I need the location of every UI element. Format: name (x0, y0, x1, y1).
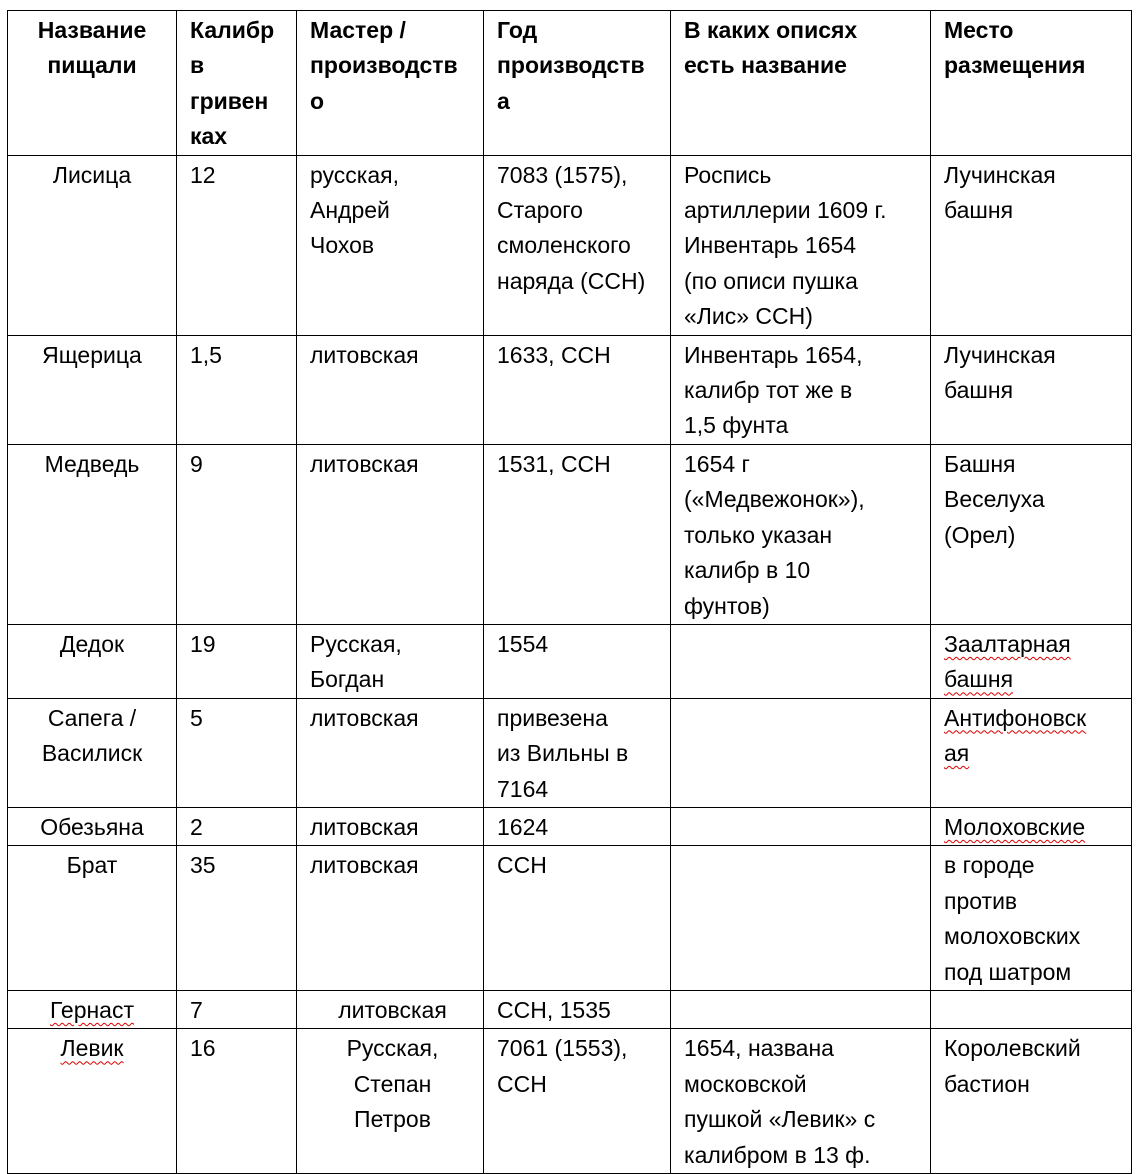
header-year: Год производств а (484, 11, 671, 156)
cell-name: Сапега / Василиск (8, 698, 177, 807)
cell-year: 1554 (484, 624, 671, 698)
cell-location: в городе против молоховских под шатром (931, 846, 1132, 991)
cell-location: Антифоновск ая (931, 698, 1132, 807)
cell-location: Молоховские (931, 807, 1132, 845)
cell-caliber: 1,5 (177, 335, 297, 444)
cell-location: Лучинская башня (931, 335, 1132, 444)
cell-inventories (671, 698, 931, 807)
cell-name: Ящерица (8, 335, 177, 444)
cell-inventories (671, 807, 931, 845)
table-row (8, 698, 1132, 807)
cannons-table (7, 10, 1132, 1174)
cell-name: Медведь (8, 444, 177, 624)
cell-inventories: Роспись артиллерии 1609 г. Инвентарь 1654 (по описи пушка «Лис» ССН) (671, 155, 931, 335)
cell-caliber: 9 (177, 444, 297, 624)
cell-master: литовская (297, 698, 484, 807)
cell-caliber: 2 (177, 807, 297, 845)
cell-caliber: 35 (177, 846, 297, 991)
cell-master: литовская (297, 846, 484, 991)
cell-year: 7083 (1575), Старого смоленского наряда (ССН) (484, 155, 671, 335)
table-row (8, 846, 1132, 991)
cell-location: Королевский бастион (931, 1029, 1132, 1174)
cell-inventories (671, 990, 931, 1028)
cell-master: литовская (297, 990, 484, 1028)
table-row (8, 990, 1132, 1028)
cell-year: 1624 (484, 807, 671, 845)
table-row (8, 807, 1132, 845)
cell-year: привезена из Вильны в 7164 (484, 698, 671, 807)
cell-year: 7061 (1553), ССН (484, 1029, 671, 1174)
header-inventories: В каких описях есть название (671, 11, 931, 156)
cell-inventories (671, 846, 931, 991)
table-row (8, 335, 1132, 444)
cell-master: русская, Андрей Чохов (297, 155, 484, 335)
cell-name: Левик (8, 1029, 177, 1174)
cell-name: Гернаст (8, 990, 177, 1028)
cell-year: 1531, ССН (484, 444, 671, 624)
cell-inventories: Инвентарь 1654, калибр тот же в 1,5 фунта (671, 335, 931, 444)
cell-year: ССН (484, 846, 671, 991)
cell-caliber: 19 (177, 624, 297, 698)
table-row (8, 444, 1132, 624)
header-name: Название пищали (8, 11, 177, 156)
header-master: Мастер / производств о (297, 11, 484, 156)
cell-master: Русская, Степан Петров (297, 1029, 484, 1174)
cell-master: Русская, Богдан (297, 624, 484, 698)
cell-inventories (671, 624, 931, 698)
header-location: Место размещения (931, 11, 1132, 156)
table-row (8, 1029, 1132, 1174)
cell-year: 1633, ССН (484, 335, 671, 444)
header-row (8, 11, 1132, 156)
cell-name: Обезьяна (8, 807, 177, 845)
cell-master: литовская (297, 444, 484, 624)
cell-location: Башня Веселуха (Орел) (931, 444, 1132, 624)
cell-inventories: 1654, названа московской пушкой «Левик» с калибром в 13 ф. (671, 1029, 931, 1174)
cell-name: Лисица (8, 155, 177, 335)
cell-caliber: 16 (177, 1029, 297, 1174)
cell-caliber: 12 (177, 155, 297, 335)
table-row (8, 155, 1132, 335)
cell-location: Заалтарная башня (931, 624, 1132, 698)
cell-caliber: 5 (177, 698, 297, 807)
header-caliber: Калибр в гривен ках (177, 11, 297, 156)
cell-name: Брат (8, 846, 177, 991)
cell-name: Дедок (8, 624, 177, 698)
table-row (8, 624, 1132, 698)
cell-master: литовская (297, 335, 484, 444)
cell-caliber: 7 (177, 990, 297, 1028)
cell-location: Лучинская башня (931, 155, 1132, 335)
cell-location (931, 990, 1132, 1028)
cell-year: ССН, 1535 (484, 990, 671, 1028)
cell-inventories: 1654 г («Медвежонок»), только указан калибр в 10 фунтов) (671, 444, 931, 624)
cell-master: литовская (297, 807, 484, 845)
